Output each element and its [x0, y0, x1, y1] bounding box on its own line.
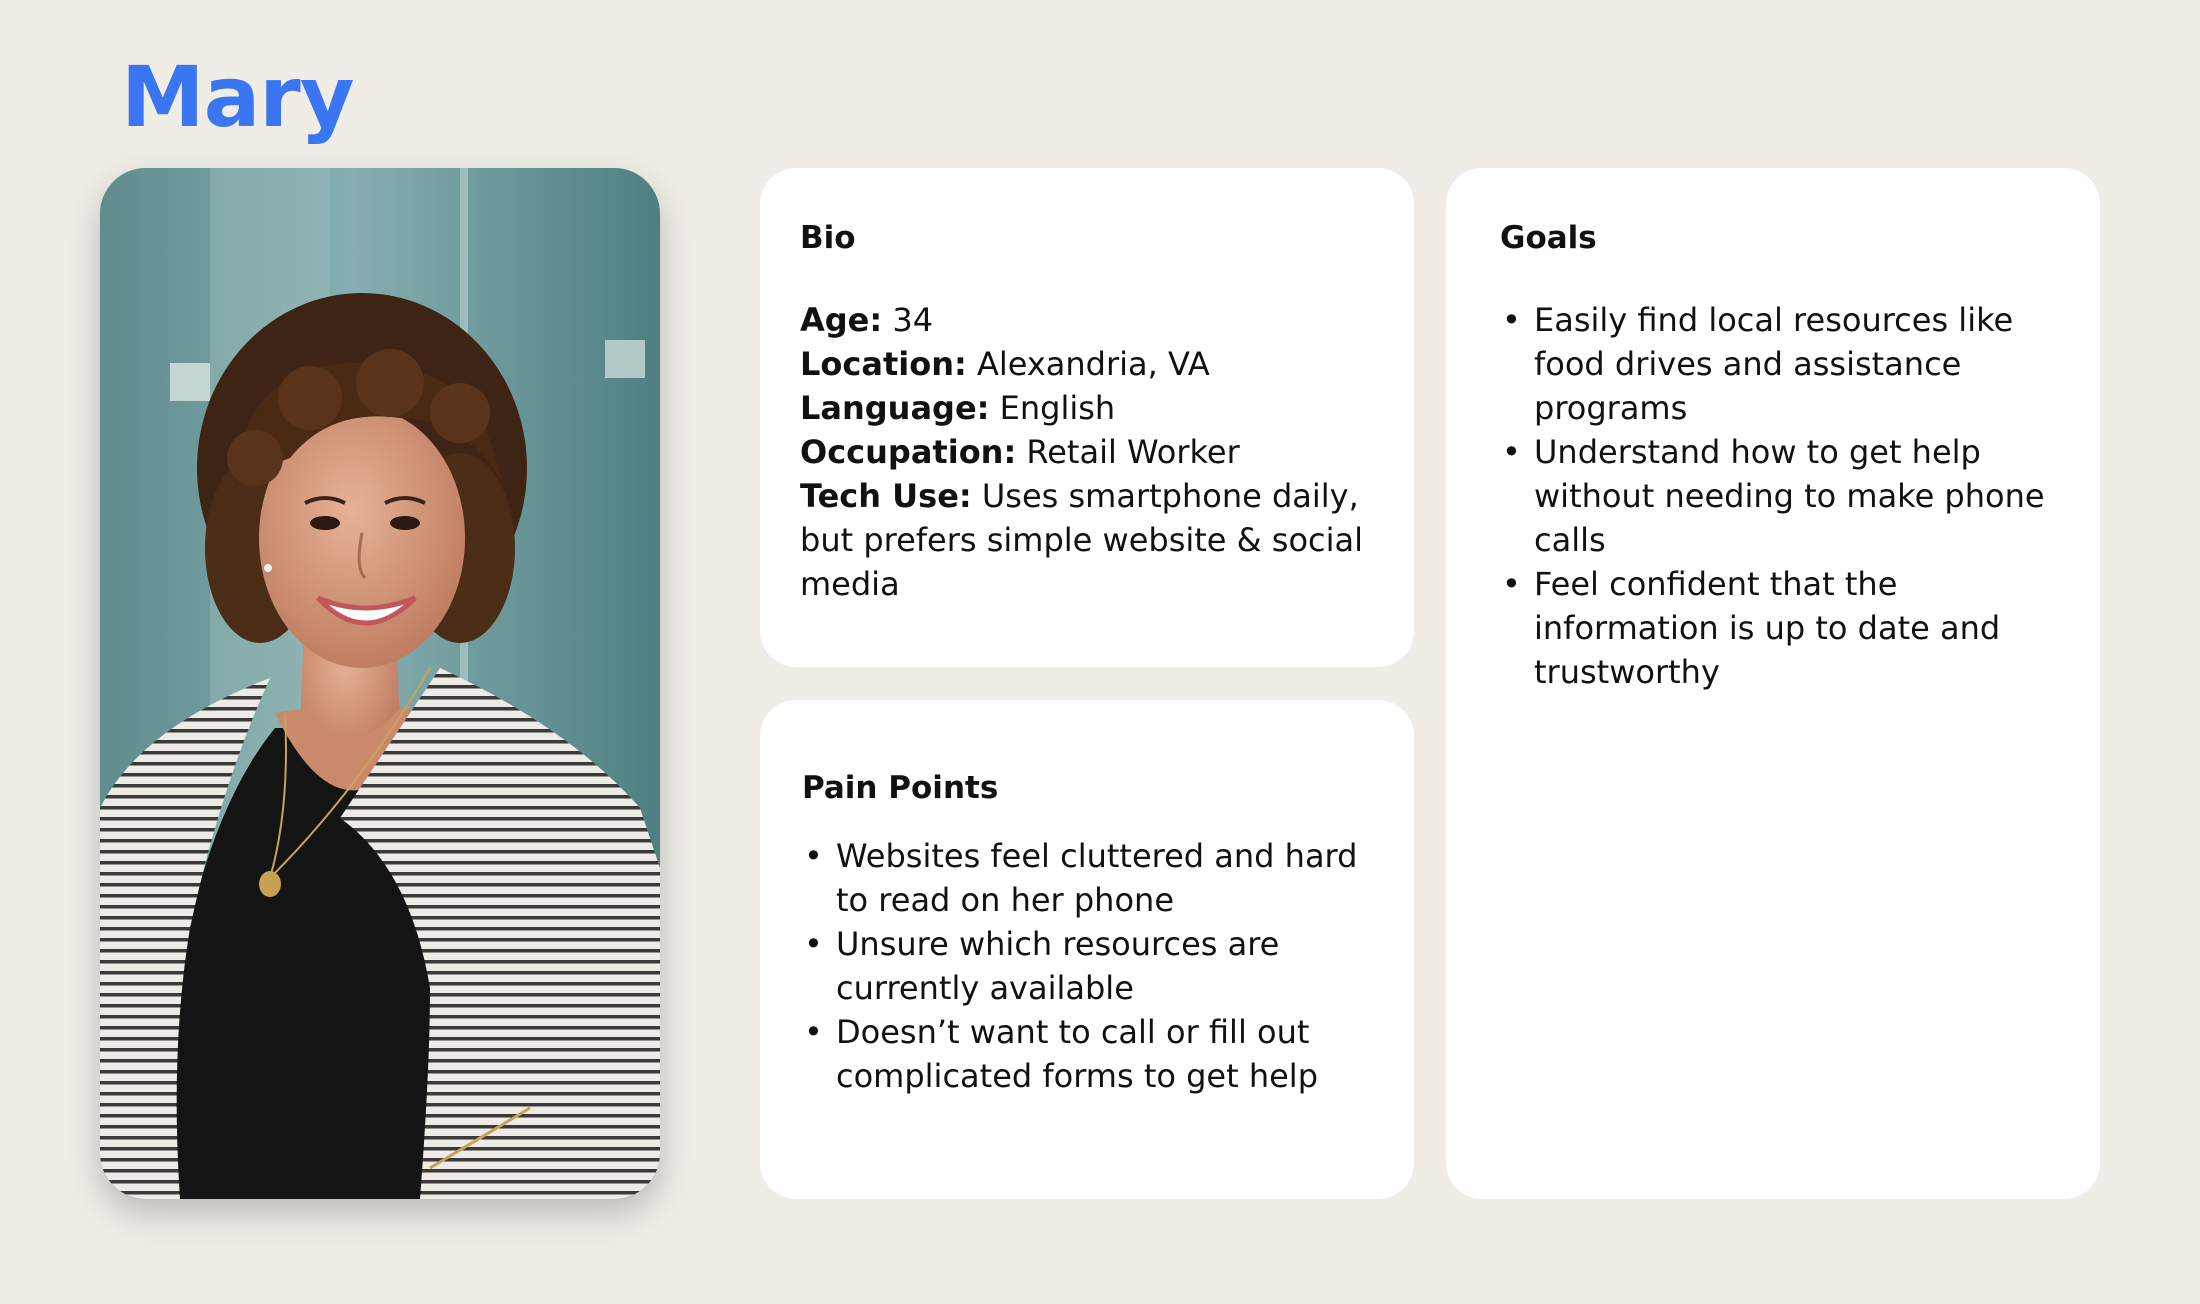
bio-location-label: Location:	[800, 345, 967, 383]
page-title: Mary	[121, 48, 354, 146]
list-item	[802, 922, 1372, 1010]
bio-tech-use-label: Tech Use:	[800, 477, 972, 515]
pain-points-list	[802, 834, 1372, 1098]
bio-tech-use-value: Uses smartphone daily, but prefers simple website & social media	[800, 477, 1364, 603]
portrait-illustration	[100, 168, 660, 1199]
bullet-icon: •	[804, 1013, 823, 1051]
bio-age-label: Age:	[800, 301, 883, 339]
bio-language	[800, 386, 1374, 430]
pain-point-text: Unsure which resources are currently available	[836, 925, 1280, 1007]
list-item	[1500, 562, 2046, 694]
pain-points-heading: Pain Points	[802, 770, 999, 806]
bullet-icon: •	[804, 925, 823, 963]
bio-details	[800, 298, 1374, 606]
list-item	[1500, 298, 2046, 430]
goals-list	[1500, 298, 2046, 694]
bio-heading: Bio	[800, 220, 856, 256]
bio-location	[800, 342, 1374, 386]
bio-card	[760, 168, 1414, 667]
bio-language-value: English	[999, 389, 1116, 427]
bio-occupation	[800, 430, 1374, 474]
goal-text: Easily find local resources like food drives and assistance programs	[1534, 301, 2014, 427]
bio-occupation-label: Occupation:	[800, 433, 1017, 471]
goals-heading: Goals	[1500, 220, 1597, 256]
bio-age-value: 34	[892, 301, 934, 339]
goal-text: Feel confident that the information is up to date and trustworthy	[1534, 565, 2001, 691]
list-item	[802, 834, 1372, 922]
bio-tech-use	[800, 474, 1374, 606]
pain-point-text: Websites feel cluttered and hard to read on her phone	[836, 837, 1358, 919]
bullet-icon: •	[1502, 565, 1521, 603]
goals-card	[1446, 168, 2100, 1199]
bio-location-value: Alexandria, VA	[976, 345, 1210, 383]
bio-language-label: Language:	[800, 389, 990, 427]
bullet-icon: •	[1502, 301, 1521, 339]
bullet-icon: •	[804, 837, 823, 875]
bio-age	[800, 298, 1374, 342]
pain-points-card	[760, 700, 1414, 1199]
list-item	[802, 1010, 1372, 1098]
list-item	[1500, 430, 2046, 562]
bio-occupation-value: Retail Worker	[1026, 433, 1240, 471]
goal-text: Understand how to get help without needing to make phone calls	[1534, 433, 2045, 559]
persona-photo	[100, 168, 660, 1199]
bullet-icon: •	[1502, 433, 1521, 471]
pain-point-text: Doesn’t want to call or fill out complicated forms to get help	[836, 1013, 1318, 1095]
